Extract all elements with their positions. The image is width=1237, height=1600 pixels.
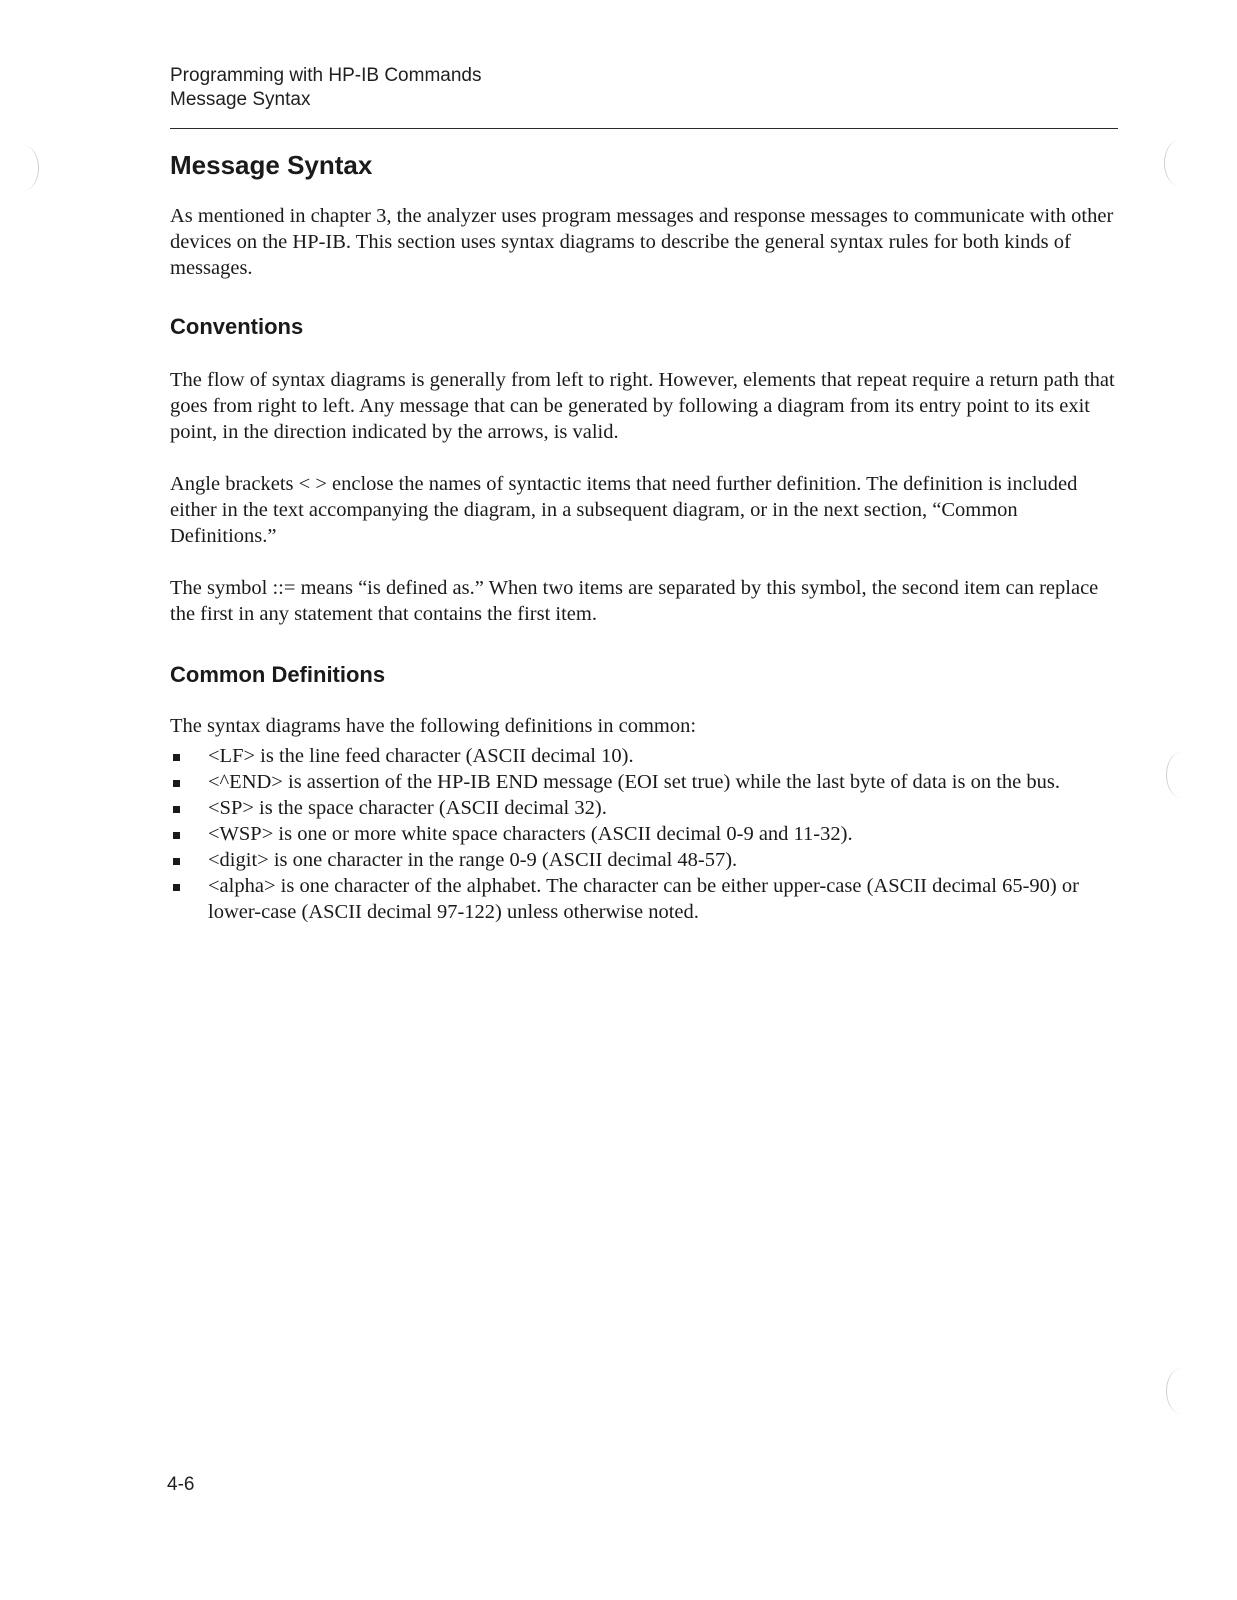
running-header bbox=[170, 64, 1118, 112]
conventions-paragraph-2: Angle brackets < > enclose the names of syntactic items that need further definition. The definition is included either in the text accompanying the diagram, in a subsequent diagram, or in the next section, “Common Definitions.” bbox=[170, 473, 1078, 547]
list-item bbox=[170, 795, 1118, 821]
list-item bbox=[170, 821, 1118, 847]
definition-text: <digit> is one character in the range 0-9 (ASCII decimal 48-57). bbox=[208, 849, 738, 871]
header-rule bbox=[170, 128, 1118, 129]
definition-text: <alpha> is one character of the alphabet. The character can be either upper-case (ASCII decimal 65-90) or lower-case (ASCII decimal 97-122) unless otherwise noted. bbox=[208, 875, 1079, 923]
intro-paragraph: As mentioned in chapter 3, the analyzer uses program messages and response messages to communicate with other devices on the HP-IB. This section uses syntax diagrams to describe the general syntax rules for both kinds of messages. bbox=[170, 205, 1114, 279]
common-definitions-title: Common Definitions bbox=[170, 662, 386, 687]
section-title: Message Syntax bbox=[170, 150, 373, 180]
list-item bbox=[170, 873, 1118, 925]
conventions-paragraph-1: The flow of syntax diagrams is generally from left to right. However, elements that repeat require a return path that goes from right to left. Any message that can be generated by following a diagram from its entry point to its exit point, in the direction indicated by the arrows, is valid. bbox=[170, 369, 1115, 443]
definition-text: <SP> is the space character (ASCII decimal 32). bbox=[208, 797, 607, 819]
page-number: 4-6 bbox=[167, 1474, 195, 1495]
bullet-icon bbox=[173, 754, 180, 761]
definitions-list bbox=[170, 743, 1118, 925]
conventions-paragraph-3: The symbol ::= means “is defined as.” When two items are separated by this symbol, the second item can replace the first in any statement that contains the first item. bbox=[170, 577, 1099, 625]
bullet-icon bbox=[173, 780, 180, 787]
header-chapter: Programming with HP-IB Commands bbox=[170, 65, 482, 86]
definition-text: <LF> is the line feed character (ASCII decimal 10). bbox=[208, 745, 634, 767]
bullet-icon bbox=[173, 884, 180, 891]
bullet-icon bbox=[173, 806, 180, 813]
list-item bbox=[170, 847, 1118, 873]
definition-text: <^END> is assertion of the HP-IB END message (EOI set true) while the last byte of data is on the bus. bbox=[208, 771, 1060, 793]
scan-artifact bbox=[1164, 140, 1195, 186]
list-item bbox=[170, 743, 1118, 769]
scan-artifact bbox=[8, 145, 39, 191]
definition-text: <WSP> is one or more white space characters (ASCII decimal 0-9 and 11-32). bbox=[208, 823, 853, 845]
bullet-icon bbox=[173, 832, 180, 839]
scan-artifact bbox=[1166, 1368, 1197, 1414]
header-section: Message Syntax bbox=[170, 89, 311, 110]
common-definitions-intro: The syntax diagrams have the following definitions in common: bbox=[170, 715, 697, 737]
bullet-icon bbox=[173, 858, 180, 865]
list-item bbox=[170, 769, 1118, 795]
conventions-title: Conventions bbox=[170, 314, 304, 339]
document-page bbox=[170, 64, 1118, 925]
scan-artifact bbox=[1166, 752, 1197, 798]
